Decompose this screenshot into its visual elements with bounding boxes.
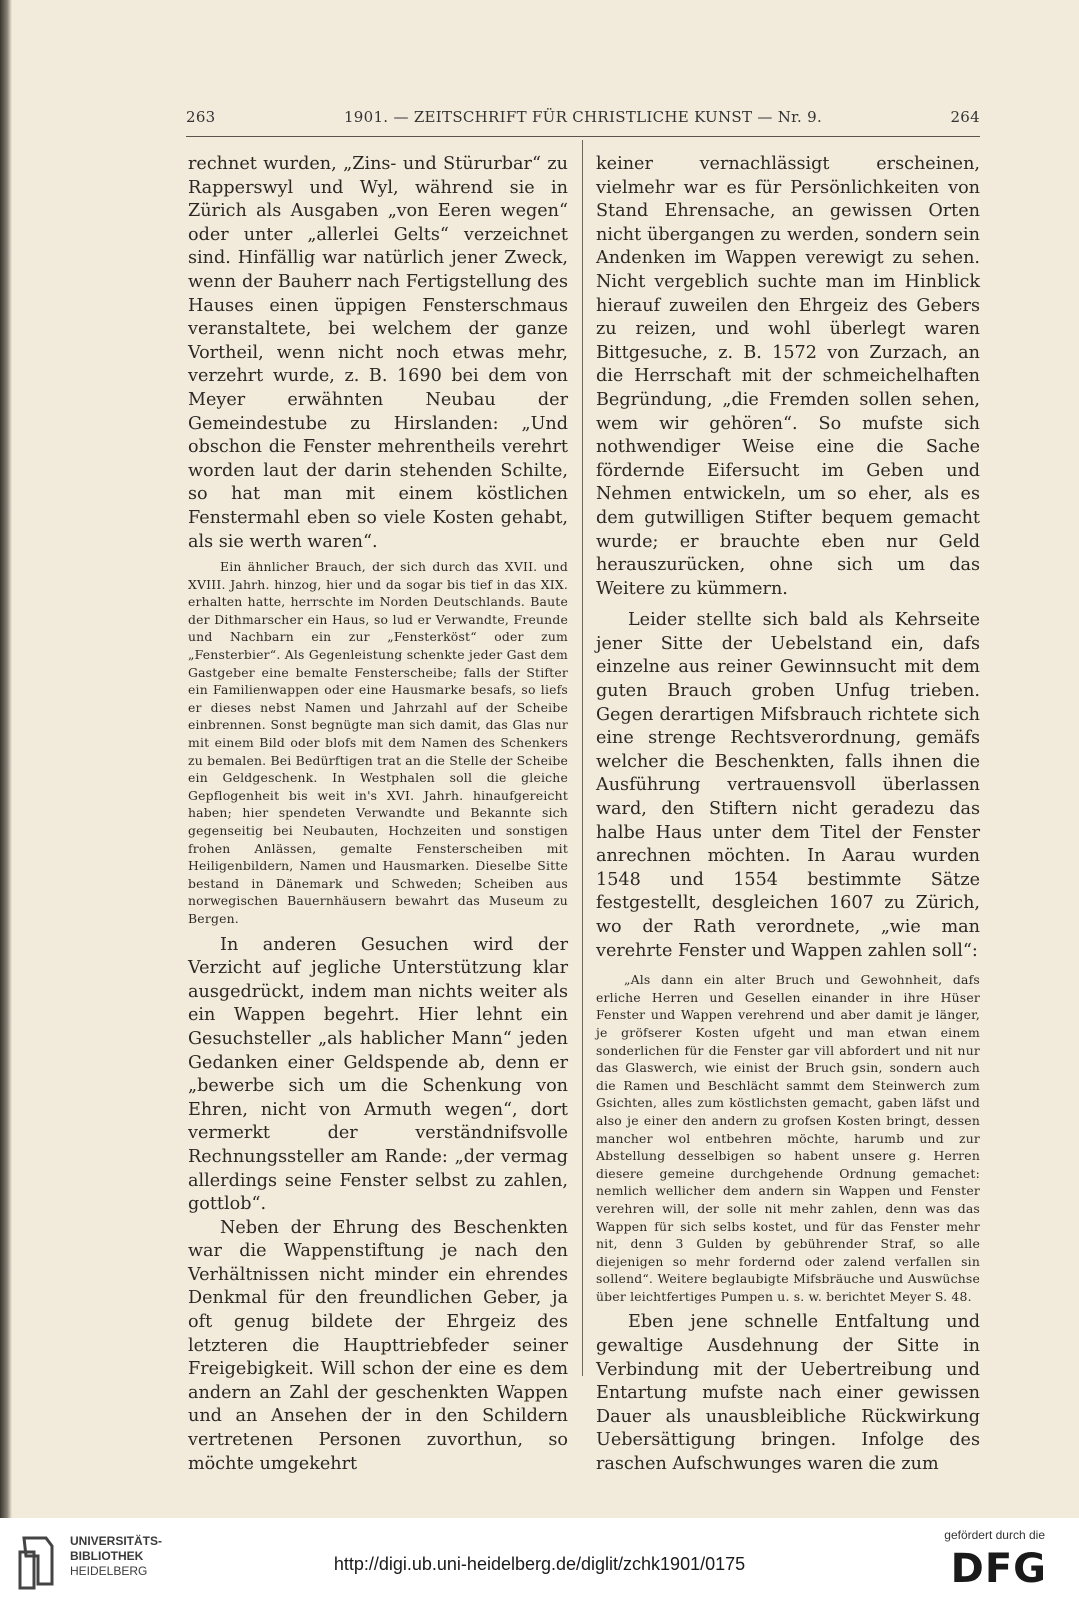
library-name-line: UNIVERSITÄTS- <box>70 1534 163 1548</box>
journal-title: 1901. — ZEITSCHRIFT FÜR CHRISTLICHE KUNST — Nr. 9. <box>343 108 823 126</box>
dfg-logo: DFG <box>950 1546 1047 1592</box>
digitization-footer <box>0 1518 1079 1607</box>
paragraph: Eben jene schnelle Entfaltung und gewaltige Ausdehnung der Sitte in Verbindung mit der Uebertreibung und Entartung mufste nach einer gewissen Dauer als unausbleibliche Rückwirkung Uebersättigung bringen. Infolge des raschen Aufschwunges waren die zum <box>596 1312 980 1475</box>
paragraph: Neben der Ehrung des Beschenkten war die Wappenstiftung je nach den Verhältnissen nicht minder ein ehrendes Denkmal für den freundlichen Geber, ja oft genug bildete der Ehrgeiz des letzteren die Haupttriebfeder seiner Freigebigkeit. Will schon der eine es dem andern an Zahl der geschenkten Wappen und an Ansehen der in den Schildern vertretenen Personen zuvorthun, so möchte umgekehrt <box>188 1217 568 1474</box>
page-edge-shadow <box>0 0 12 1518</box>
header-rule <box>186 136 980 137</box>
page-number-right: 264 <box>950 108 980 126</box>
column-divider <box>582 140 583 1376</box>
library-name-line: BIBLIOTHEK <box>70 1549 144 1563</box>
paragraph: Leider stellte sich bald als Kehrseite jener Sitte der Uebelstand ein, dafs einzelne aus reiner Gewinnsucht mit dem guten Brauch groben Unfug trieben. Gegen derartigen Mifsbrauch richtete sich eine strenge Rechtsverordnung, gemäfs welcher die Beschenkten, falls ihnen die Ausführung vertrauensvoll überlassen ward, den Stiftern nicht geradezu das halbe Haus unter dem Titel der Fenster anrechnen möchten. In Aarau wurden 1548 und 1554 bestimmte Sätze festgestellt, desgleichen 1607 zu Zürich, wo der Rath verordnete, „wie man verehrte Fenster und Wappen zahlen soll“: <box>596 610 980 961</box>
permalink-url[interactable]: http://digi.ub.uni-heidelberg.de/diglit/zchk1901/0175 <box>333 1554 746 1574</box>
left-column <box>188 153 568 1476</box>
paragraph: rechnet wurden, „Zins- und Stürurbar“ zu Rapperswyl und Wyl, während sie in Zürich als Ausgaben „von Eeren wegen“ oder unter „allerlei Gelts“ verzeichnet sind. Hinfällig war natürlich jener Zweck, wenn der Bauherr nach Fertigstellung des Hauses einen üppigen Fensterschmaus veranstaltete, bei welchem der ganze Vortheil, wenn nicht noch etwas mehr, verzehrt wurde, z. B. 1690 bei dem von Meyer erwähnten Neubau der Gemeindestube zu Hirslanden: „Und obschon die Fenster mehrentheils verehrt worden laut der darin stehenden Schilte, so hat man mit einem köstlichen Fenstermahl eben so viele Kosten gehabt, als sie werth waren“. <box>188 154 568 552</box>
footnote-paragraph: Ein ähnlicher Brauch, der sich durch das XVII. und XVIII. Jahrh. hinzog, hier und da sogar bis tief in das XIX. erhalten hatte, herrschte im Norden Deutschlands. Baute der Dithmarscher ein Haus, so lud er Verwandte, Freunde und Nachbarn ein zur „Fensterköst“ oder zum „Fensterbier“. Als Gegenleistung schenkte jeder Gast dem Gastgeber eine bemalte Fensterscheibe; falls der Stifter ein Familienwappen oder eine Hausmarke besafs, so liefs er dieses nebst Namen und Jahrzahl auf der Scheibe einbrennen. Sonst begnügte man sich damit, das Glas nur mit einem Bild oder blofs mit dem Namen des Schenkers zu bemalen. Bei Bedürftigen trat an die Stelle der Scheibe ein Geldgeschenk. In Westphalen soll die gleiche Gepflogenheit bis weit in's XVI. Jahrh. hinaufgereicht haben; hier spendeten Verwandte und Bekannte sich gegenseitig bei Neubauten, Hochzeiten und sonstigen frohen Anlässen, gemalte Fensterscheiben mit Heiligenbildern, Namen und Hausmarken. Dieselbe Sitte bestand in Dänemark und Schweden; Scheiben aus norwegischen Bauernhäusern bewahrt das Museum zu Bergen. <box>188 559 568 926</box>
quotation-paragraph: „Als dann ein alter Bruch und Gewohnheit, dafs erliche Herren und Gesellen einander in ihre Hüser Fenster und Wappen verehrend und aber damit je länger, je gröfserer Kosten ufgeht und man etwan einem sonderlichen für die Fenster gar vill abfordert und nit nur das Glaswerch, wie einist der Bruch gsin, sondern auch die Ramen und Beschlächt sammt dem Steinwerch zum Gsichten, alles zum köstlichsten gemacht, gaben läfst und also je einer den andern zu grofsen Kosten bringt, dessen mancher wol entbehren möchte, harumb und zur Abstellung desselbigen so habent unsere g. Herren diesere gemeine durchgehende Ordnung gemachet: nemlich wellicher dem andern sin Wappen und Fenster verehren will, der solle nit mehr zahlen, denn was das Wappen für sich selbs kostet, und für das Fenster mehr nit, denn 3 Gulden by gebührender Straf, so alle diejenigen so mehr fordernd oder zalend verfallen sin sollend“. Weitere beglaubigte Mifsbräuche und Auswüchse über leichtfertiges Pumpen u. s. w. berichtet Meyer S. 48. <box>596 972 980 1304</box>
paragraph: In anderen Gesuchen wird der Verzicht auf jegliche Unterstützung klar ausgedrückt, indem man nichts weiter als ein Wappen begehrt. Hier lehnt ein Gesuchsteller „als hablicher Mann“ jeden Gedanken einer Geldspende ab, denn er „bewerbe sich um die Schenkung von Ehren, nicht von Armuth wegen“, dort vermerkt der verständnifsvolle Rechnungssteller am Rande: „der vermag allerdings seine Fenster selbst zu zahlen, gottlob“. <box>188 934 568 1215</box>
paragraph: keiner vernachlässigt erscheinen, vielmehr war es für Persönlichkeiten von Stand Ehrensache, an gewissen Orten nicht übergangen zu werden, sondern sein Andenken im Wappen verewigt zu sehen. Nicht vergeblich suchte man im Hinblick hierauf zuweilen den Ehrgeiz des Gebers zu reizen, und wohl überlegt waren Bittgesuche, z. B. 1572 von Zurzach, an die Herrschaft mit der schmeichelhaften Begründung, „die Fremden sollen sehen, wem wir gehören“. So mufste sich nothwendiger Weise eine die Sache fördernde Eifersucht im Geben und Nehmen entwickeln, um so eher, als es dem gutwilligen Stifter bequem gemacht wurde; er brauchte eben nur Geld herauszurücken, ohne sich um das Weitere zu kümmern. <box>596 154 980 599</box>
right-column <box>596 153 980 1477</box>
page-number-left: 263 <box>186 108 216 126</box>
running-header <box>186 108 980 132</box>
library-name-line: HEIDELBERG <box>70 1564 148 1578</box>
funded-by-label: gefördert durch die <box>944 1528 1045 1542</box>
